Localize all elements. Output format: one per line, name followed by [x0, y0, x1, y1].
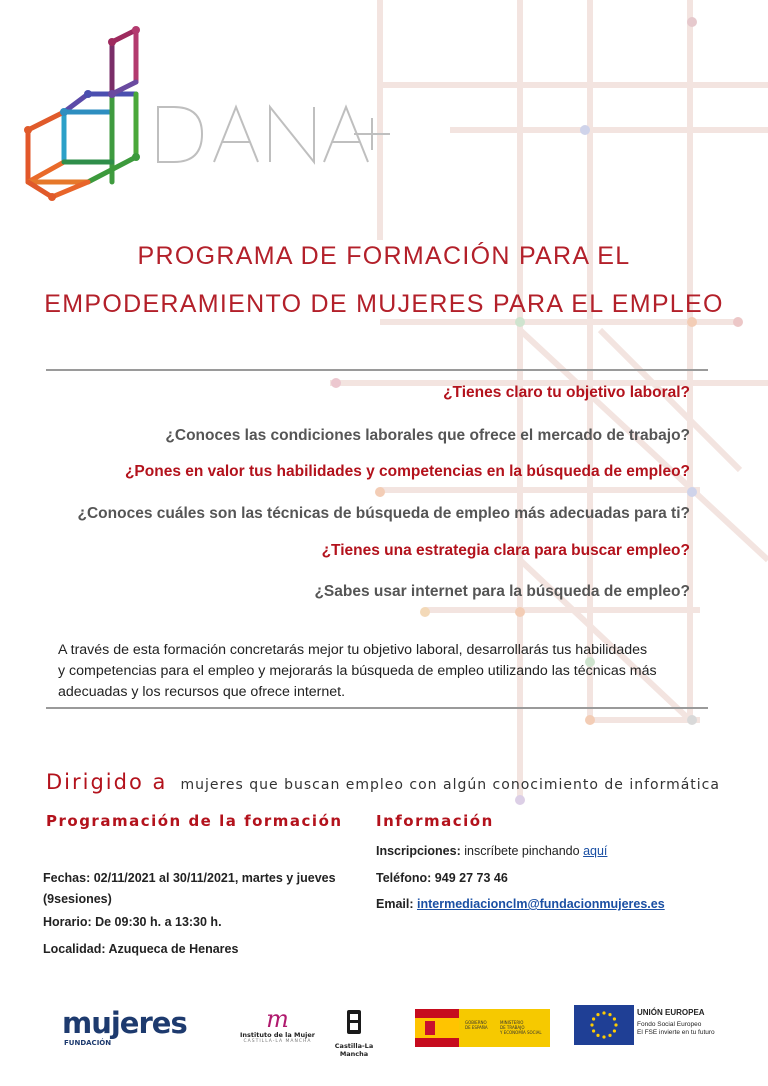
question-tecnicas: ¿Conoces cuáles son las técnicas de búsqueda de empleo más adecuadas para ti? [77, 505, 690, 522]
fechas-line: Fechas: 02/11/2021 al 30/11/2021, martes y jueves [43, 871, 336, 885]
target-audience-label: Dirigido a [46, 770, 168, 794]
eu-flag-icon [574, 1005, 634, 1045]
email-label: Email: [376, 897, 414, 911]
localidad: Localidad: Azuqueca de Henares [43, 942, 239, 956]
instituto-mujer-line-2: CASTILLA-LA MANCHA [243, 1039, 312, 1044]
fundacion-mujeres-wordmark: mujeres [62, 1006, 187, 1040]
email-link[interactable]: intermediacionclm@fundacionmujeres.es [417, 897, 665, 911]
instituto-mujer-logo [240, 1007, 315, 1049]
dana-plus-logo [24, 22, 394, 212]
fechas [43, 868, 373, 910]
eu-fse-tagline: El FSE invierte en tu futuro [637, 1029, 715, 1036]
castilla-la-mancha-logo [325, 1008, 383, 1058]
inscripciones-label: Inscripciones: [376, 844, 461, 858]
informacion-heading: Información [376, 812, 494, 830]
question-estrategia: ¿Tienes una estrategia clara para buscar empleo? [321, 542, 690, 559]
spain-flag-icon [415, 1009, 459, 1047]
ministerio-label: MINISTERIO DE TRABAJO Y ECONOMÍA SOCIAL [500, 1020, 542, 1035]
divider-bottom [46, 707, 708, 709]
castilla-label: Castilla-La Mancha [334, 1042, 374, 1058]
intro-line: adecuadas y los recursos que ofrece internet. [58, 684, 346, 700]
program-title-line-2: EMPODERAMIENTO DE MUJERES PARA EL EMPLEO [44, 290, 724, 318]
programacion-heading: Programación de la formación [46, 812, 343, 830]
castilla-shield-icon [345, 1008, 363, 1036]
question-condiciones: ¿Conoces las condiciones laborales que ofrece el mercado de trabajo? [165, 427, 690, 444]
target-audience [46, 770, 720, 794]
divider-top [46, 369, 708, 371]
instituto-mujer-line-1: Instituto de la Mujer [240, 1031, 315, 1039]
question-internet: ¿Sabes usar internet para la búsqueda de empleo? [314, 583, 690, 600]
intro-paragraph [58, 640, 698, 703]
eu-fse-line: Fondo Social Europeo [637, 1021, 702, 1028]
fundacion-mujeres-logo [62, 1006, 202, 1050]
intro-line: y competencias para el empleo y mejorarás la búsqueda de empleo utilizando las técnicas más [58, 663, 657, 679]
question-habilidades: ¿Pones en valor tus habilidades y competencias en la búsqueda de empleo? [124, 463, 690, 480]
inscripciones-text: inscríbete pinchando [464, 844, 580, 858]
fechas-sessions: (9sesiones) [43, 892, 112, 906]
eu-heading: UNIÓN EUROPEA [637, 1008, 705, 1017]
eu-stars-icon [574, 1005, 634, 1045]
fundacion-mujeres-sub: FUNDACIÓN [64, 1039, 112, 1047]
email [376, 897, 665, 911]
question-objetivo: ¿Tienes claro tu objetivo laboral? [443, 384, 690, 401]
instituto-mujer-mark: m [266, 1005, 289, 1033]
telefono: Teléfono: 949 27 73 46 [376, 871, 508, 885]
program-title-line-1: PROGRAMA DE FORMACIÓN PARA EL [137, 242, 631, 270]
union-europea-text [637, 1008, 727, 1037]
gobierno-label: GOBIERNO DE ESPAÑA [465, 1020, 488, 1030]
gobierno-espana-logo [415, 1009, 550, 1047]
intro-line: A través de esta formación concretarás mejor tu objetivo laboral, desarrollarás tus habilidades [58, 642, 648, 658]
inscripciones-link[interactable]: aquí [583, 844, 608, 858]
target-audience-text: mujeres que buscan empleo con algún conocimiento de informática [180, 777, 720, 793]
inscripciones [376, 844, 607, 858]
horario: Horario: De 09:30 h. a 13:30 h. [43, 915, 222, 929]
